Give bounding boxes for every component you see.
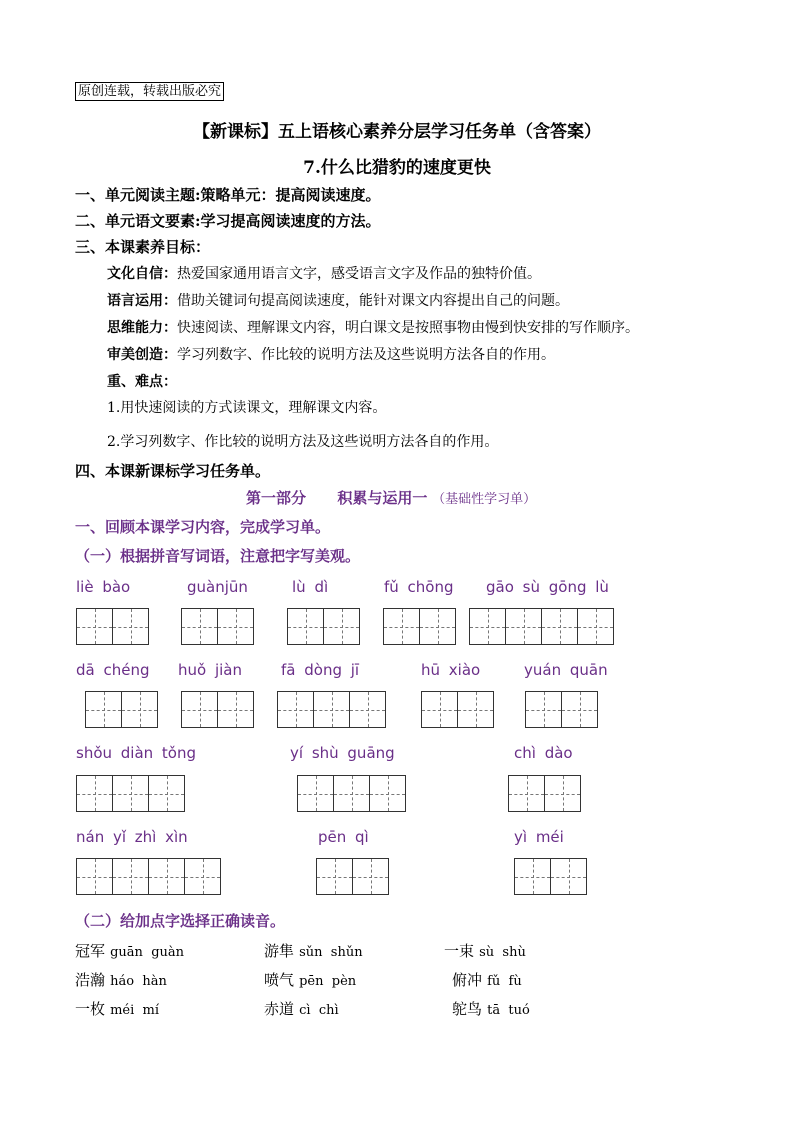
writing-grid[interactable]: [421, 691, 493, 728]
pinyin-label: fǔ chōng: [384, 578, 454, 596]
pinyin-label: huǒ jiàn: [178, 661, 242, 679]
goal-aesthetic: [107, 344, 555, 364]
choice-options[interactable]: méi mí: [110, 1003, 160, 1018]
choice-word: 一束: [444, 942, 475, 960]
reading-choice: [264, 998, 339, 1019]
reading-choice: [444, 940, 526, 961]
choice-options[interactable]: sù shù: [479, 945, 526, 960]
choice-word: 俯冲: [452, 971, 483, 989]
key-points-label: 重、难点：: [107, 374, 177, 390]
section-1: 一、单元阅读主题:策略单元：提高阅读速度。: [75, 186, 381, 204]
task-1a: （一）根据拼音写词语，注意把字写美观。: [75, 547, 361, 565]
goal-text: 学习列数字、作比较的说明方法及这些说明方法各自的作用。: [177, 347, 555, 363]
pinyin-label: fā dòng jī: [281, 661, 360, 679]
part-title: 第一部分 积累与运用一: [246, 489, 428, 507]
pinyin-label: yuán quān: [524, 661, 608, 679]
goal-label: 审美创造：: [107, 347, 177, 363]
reading-choice: [452, 998, 530, 1019]
pinyin-label: hū xiào: [421, 661, 481, 679]
pinyin-label: guànjūn: [187, 578, 248, 596]
goal-text: 热爱国家通用语言文字，感受语言文字及作品的独特价值。: [177, 266, 541, 282]
pinyin-label: shǒu diàn tǒng: [76, 744, 197, 762]
lesson-title: 7.什么比猎豹的速度更快: [303, 158, 491, 178]
choice-word: 冠军: [75, 942, 106, 960]
writing-grid[interactable]: [277, 691, 385, 728]
section-4: 四、本课新课标学习任务单。: [75, 462, 271, 480]
pinyin-label: yí shù guāng: [290, 744, 395, 762]
choice-word: 鸵鸟: [452, 1000, 483, 1018]
document-title: 【新课标】五上语核心素养分层学习任务单（含答案）: [193, 122, 601, 142]
choice-options[interactable]: fǔ fù: [487, 974, 522, 989]
reading-choice: [452, 969, 522, 990]
goal-culture: [107, 263, 541, 283]
pinyin-label: liè bào: [76, 578, 131, 596]
reading-choice: [264, 940, 363, 961]
writing-grid[interactable]: [76, 858, 220, 895]
choice-options[interactable]: pēn pèn: [299, 974, 357, 989]
section-2: 二、单元语文要素:学习提高阅读速度的方法。: [75, 212, 381, 230]
writing-grid[interactable]: [85, 691, 157, 728]
pinyin-label: chì dào: [514, 744, 573, 762]
writing-grid[interactable]: [181, 608, 253, 645]
writing-grid[interactable]: [525, 691, 597, 728]
pinyin-label: yì méi: [514, 828, 564, 846]
writing-grid[interactable]: [297, 775, 405, 812]
goal-thinking: [107, 317, 639, 337]
choice-word: 赤道: [264, 1000, 295, 1018]
pinyin-label: dā chéng: [76, 661, 150, 679]
key-point-1: 1.用快速阅读的方式读课文，理解课文内容。: [107, 400, 387, 416]
writing-grid[interactable]: [383, 608, 455, 645]
task-1b: （二）给加点字选择正确读音。: [75, 912, 286, 930]
key-point-2: 2.学习列数字、作比较的说明方法及这些说明方法各自的作用。: [107, 434, 499, 450]
choice-options[interactable]: guān guàn: [110, 945, 185, 960]
goal-text: 借助关键词句提高阅读速度，能针对课文内容提出自己的问题。: [177, 293, 569, 309]
goal-label: 语言运用：: [107, 293, 177, 309]
pinyin-label: nán yǐ zhì xìn: [76, 828, 188, 846]
choice-options[interactable]: tā tuó: [487, 1003, 530, 1018]
pinyin-label: gāo sù gōng lù: [486, 578, 609, 596]
writing-grid[interactable]: [469, 608, 613, 645]
section-3: 三、本课素养目标：: [75, 238, 211, 256]
goal-language: [107, 290, 569, 310]
goal-text: 快速阅读、理解课文内容，明白课文是按照事物由慢到快安排的写作顺序。: [177, 320, 639, 336]
choice-word: 浩瀚: [75, 971, 106, 989]
part-heading: [246, 487, 536, 508]
reading-choice: [75, 998, 159, 1019]
choice-options[interactable]: háo hàn: [110, 974, 167, 989]
pinyin-label: lù dì: [292, 578, 329, 596]
choice-options[interactable]: cì chì: [299, 1003, 339, 1018]
choice-word: 喷气: [264, 971, 295, 989]
writing-grid[interactable]: [76, 775, 184, 812]
copyright-stamp: 原创连载，转载出版必究: [75, 82, 224, 101]
writing-grid[interactable]: [181, 691, 253, 728]
writing-grid[interactable]: [76, 608, 148, 645]
reading-choice: [75, 969, 167, 990]
choice-word: 游隼: [264, 942, 295, 960]
goal-label: 文化自信：: [107, 266, 177, 282]
part-note: （基础性学习单）: [432, 492, 537, 507]
choice-options[interactable]: sǔn shǔn: [299, 945, 363, 960]
writing-grid[interactable]: [508, 775, 580, 812]
choice-word: 一枚: [75, 1000, 106, 1018]
writing-grid[interactable]: [514, 858, 586, 895]
reading-choice: [75, 940, 184, 961]
pinyin-label: pēn qì: [318, 828, 369, 846]
task-1: 一、回顾本课学习内容，完成学习单。: [75, 518, 331, 536]
reading-choice: [264, 969, 356, 990]
goal-label: 思维能力：: [107, 320, 177, 336]
writing-grid[interactable]: [287, 608, 359, 645]
writing-grid[interactable]: [316, 858, 388, 895]
